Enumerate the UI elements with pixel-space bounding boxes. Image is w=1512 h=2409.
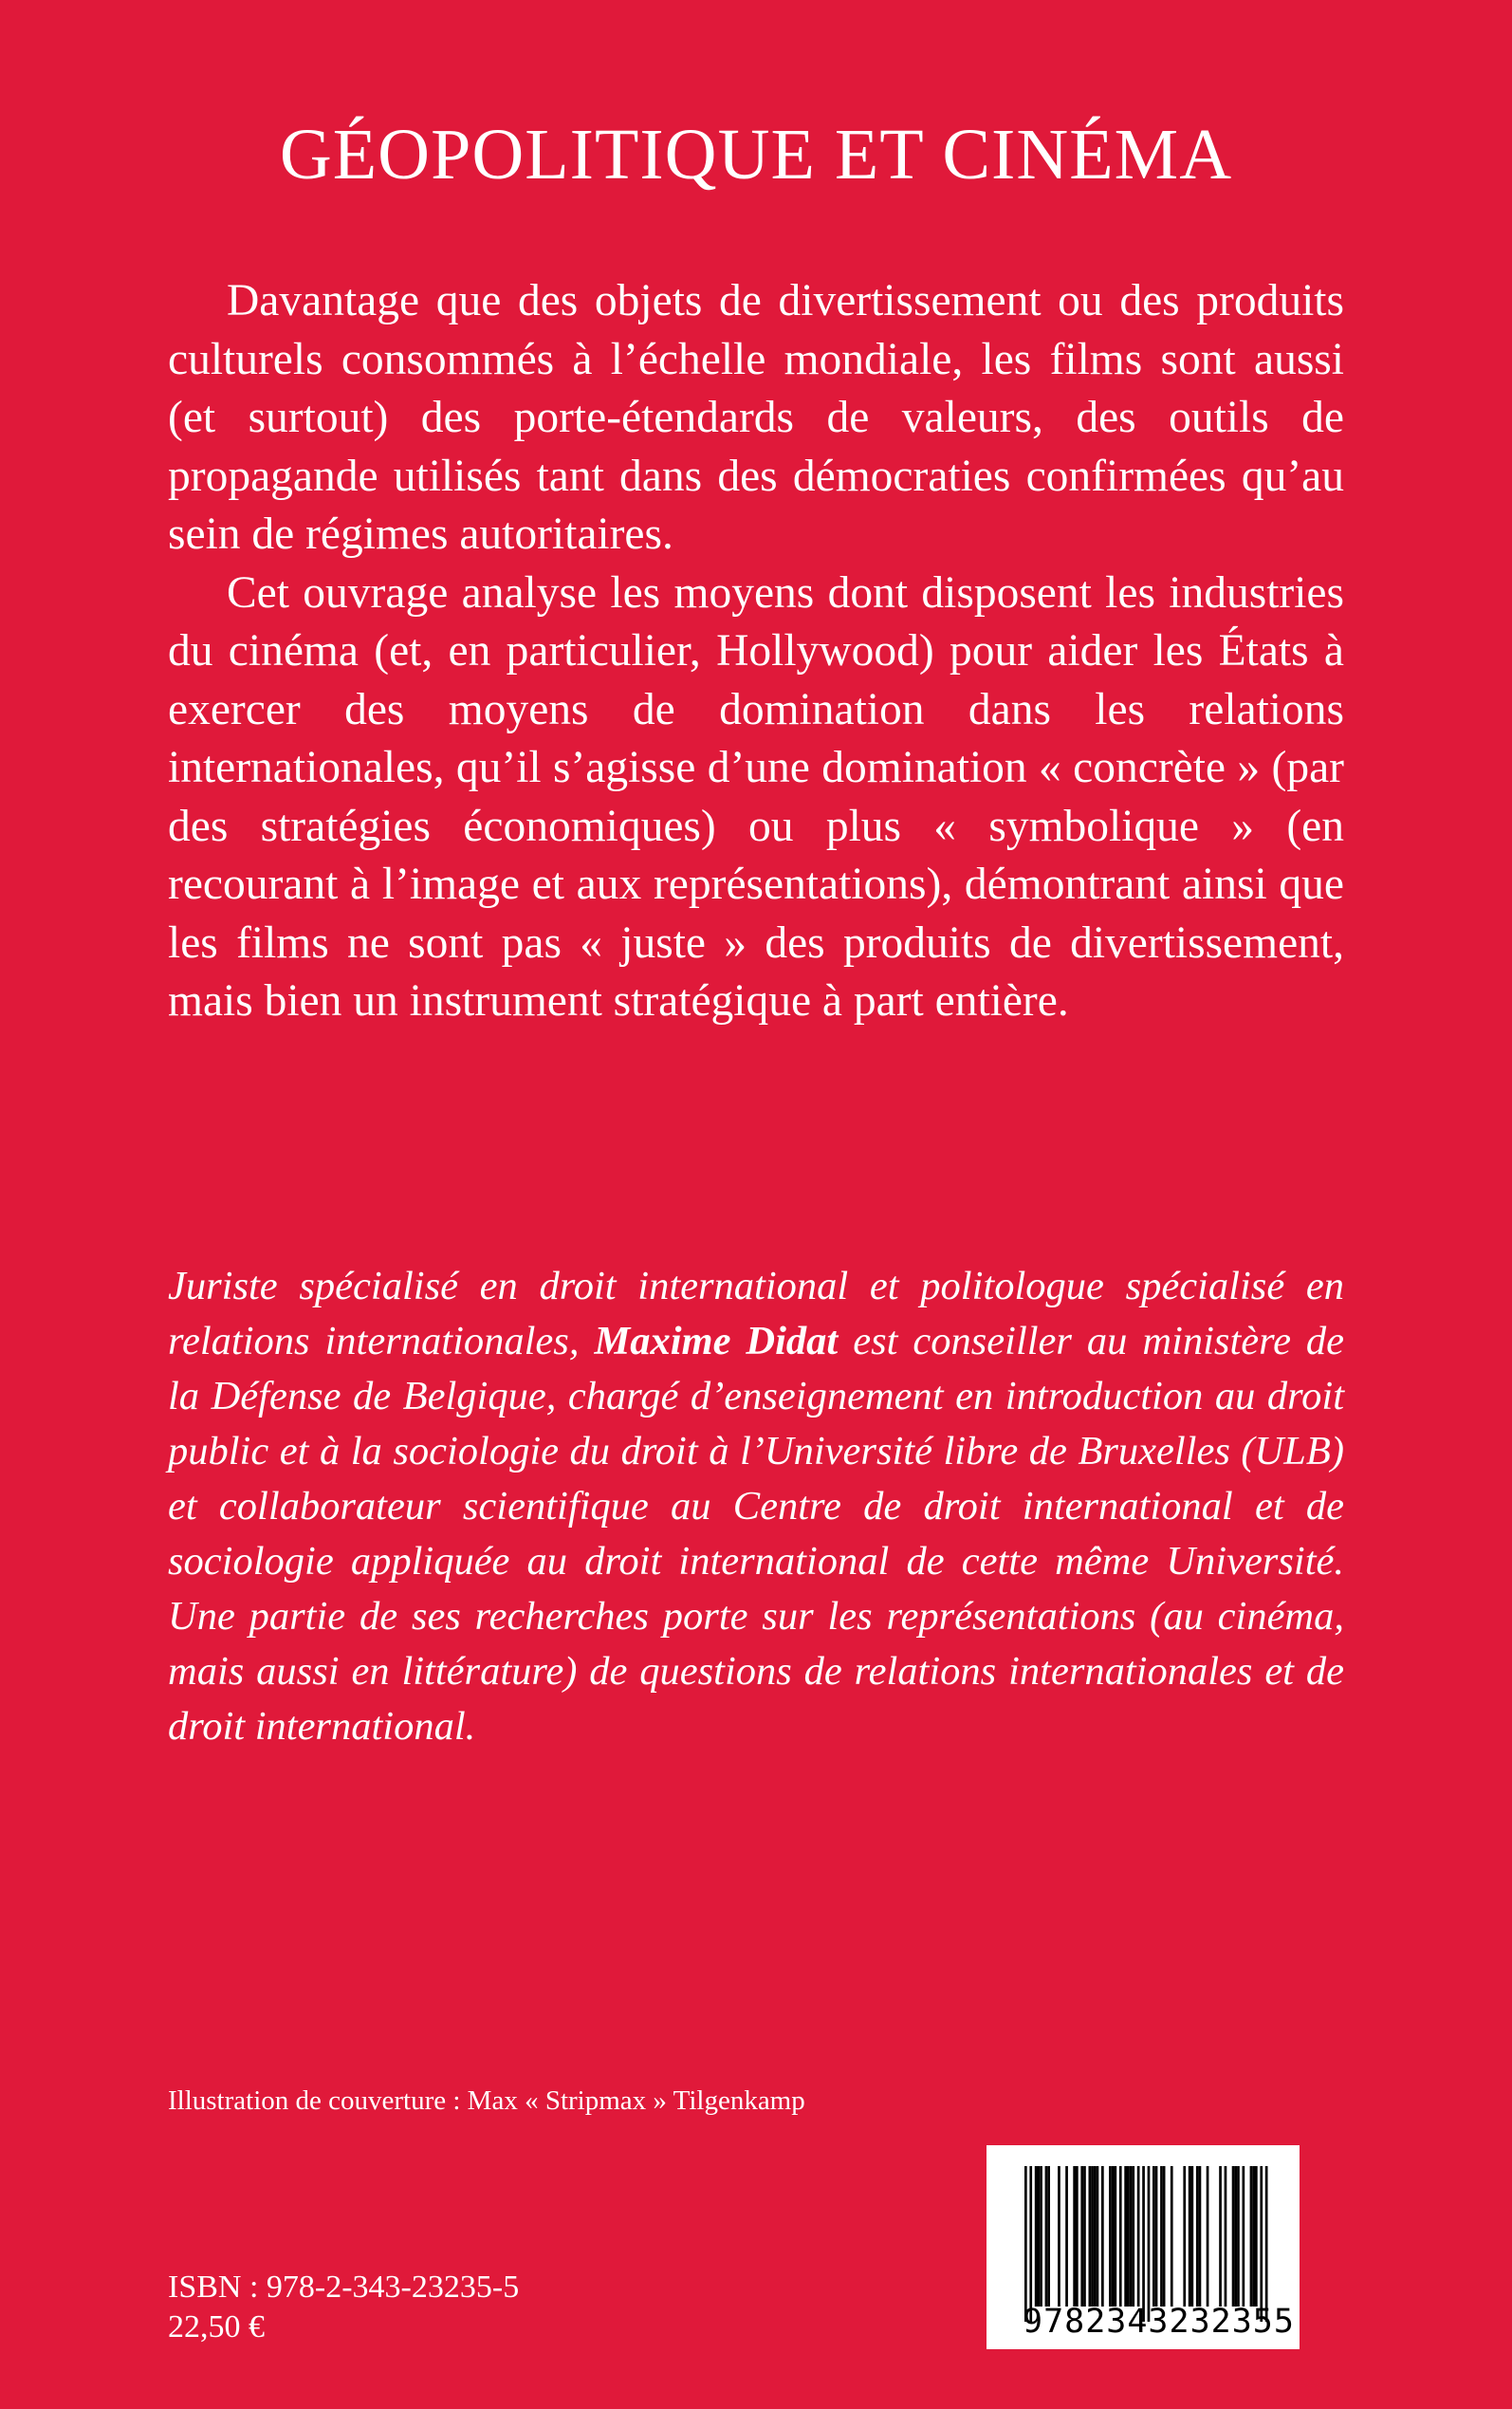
barcode-bar	[1024, 2166, 1027, 2322]
barcode-bar	[1073, 2166, 1076, 2307]
barcode-bar	[1189, 2166, 1191, 2307]
barcode-bar	[1094, 2166, 1097, 2307]
barcode-bar	[1115, 2166, 1117, 2307]
barcode-bar	[1199, 2166, 1202, 2307]
author-bio	[168, 1259, 1344, 1754]
barcode-digits: 9782343232355	[1023, 2303, 1295, 2341]
author-name: Maxime Didat	[594, 1319, 839, 1363]
barcode-bar	[1137, 2166, 1140, 2307]
bio-intro: Juriste spécialisé en droit international et politologue spécialisé en relations internationales,	[168, 1264, 1344, 1363]
barcode-bar	[1252, 2166, 1255, 2307]
barcode-bar	[1232, 2166, 1235, 2307]
barcode-bar	[1083, 2166, 1086, 2307]
book-title: GÉOPOLITIQUE ET CINÉMA	[279, 115, 1233, 195]
barcode-bar	[1127, 2166, 1130, 2307]
barcode-bar	[1040, 2166, 1042, 2307]
barcode-bar	[1207, 2166, 1209, 2307]
barcode-bar	[1112, 2166, 1115, 2307]
isbn-number: ISBN : 978-2-343-23235-5	[168, 2270, 520, 2305]
barcode-bar	[1152, 2166, 1155, 2307]
barcode-bar	[1065, 2166, 1068, 2307]
barcode-bar	[1234, 2166, 1237, 2307]
price: 22,50 €	[168, 2309, 265, 2344]
barcode-bar	[1076, 2166, 1079, 2307]
barcode-bar	[1243, 2166, 1245, 2307]
barcode-bar	[1047, 2166, 1050, 2307]
barcode-bar	[1171, 2166, 1173, 2307]
barcode-bar	[1191, 2166, 1194, 2307]
barcode	[986, 2145, 1300, 2349]
barcode-bar	[1101, 2166, 1104, 2307]
barcode-bar	[1237, 2166, 1240, 2307]
barcode-bar	[1089, 2166, 1092, 2307]
summary-paragraph-1: Davantage que des objets de divertissement ou des produits culturels consommés à l’échelle mondiale, les films sont aussi (et surtout) des porte-étendards de valeurs, des outils de propagande utilisés tant dans des démocraties confirmées qu’au sein de régimes autoritaires.	[168, 276, 1344, 559]
barcode-bar	[1130, 2166, 1133, 2307]
barcode-bar	[1219, 2166, 1222, 2307]
illustration-credit: Illustration de couverture : Max « Stripmax » Tilgenkamp	[168, 2085, 805, 2116]
barcode-bar	[1142, 2166, 1145, 2322]
barcode-bar	[1160, 2166, 1163, 2307]
barcode-bar	[1155, 2166, 1158, 2307]
barcode-bar	[1260, 2166, 1263, 2322]
barcode-bar	[1265, 2166, 1268, 2322]
barcode-bar	[1148, 2166, 1151, 2322]
barcode-bar	[1250, 2166, 1253, 2307]
barcode-bar	[1163, 2166, 1166, 2307]
barcode-bar	[1080, 2166, 1083, 2307]
barcode-bar	[1124, 2166, 1127, 2307]
barcode-bar	[1035, 2166, 1038, 2307]
barcode-bar	[1091, 2166, 1094, 2307]
book-summary	[168, 272, 1344, 1031]
barcode-bar	[1255, 2166, 1258, 2307]
barcode-bar	[1196, 2166, 1199, 2307]
barcode-bar	[1058, 2166, 1060, 2307]
barcode-bar	[1038, 2166, 1041, 2307]
barcode-bar	[1132, 2166, 1134, 2307]
barcode-bar	[1045, 2166, 1048, 2307]
barcode-bar	[1097, 2166, 1099, 2307]
barcode-bar	[1119, 2166, 1122, 2307]
barcode-bar	[1109, 2166, 1112, 2307]
barcode-bar	[1183, 2166, 1186, 2307]
summary-paragraph-2: Cet ouvrage analyse les moyens dont disposent les industries du cinéma (et, en particulier, Hollywood) pour aider les États à exercer des moyens de domination dans les relations internationales, qu’il s’agisse d’une domination « concrète » (par des stratégies économiques) ou plus « symbolique » (en recourant à l’image et aux représentations), démontrant ainsi que les films ne sont pas « juste » des produits de divertissement, mais bien un instrument stratégique à part entière.	[168, 567, 1344, 1026]
bio-details: est conseiller au ministère de la Défense de Belgique, chargé d’enseignement en introduction au droit public et à la sociologie du droit à l’Université libre de Bruxelles (ULB) et collaborateur scientifique au Centre de droit international et de sociologie appliquée au droit international de cette même Université. Une partie de ses recherches porte sur les représentations (au cinéma, mais aussi en littérature) de questions de relations internationales et de droit international.	[168, 1319, 1345, 1749]
barcode-bar	[1225, 2166, 1227, 2307]
barcode-bar	[1029, 2166, 1032, 2322]
